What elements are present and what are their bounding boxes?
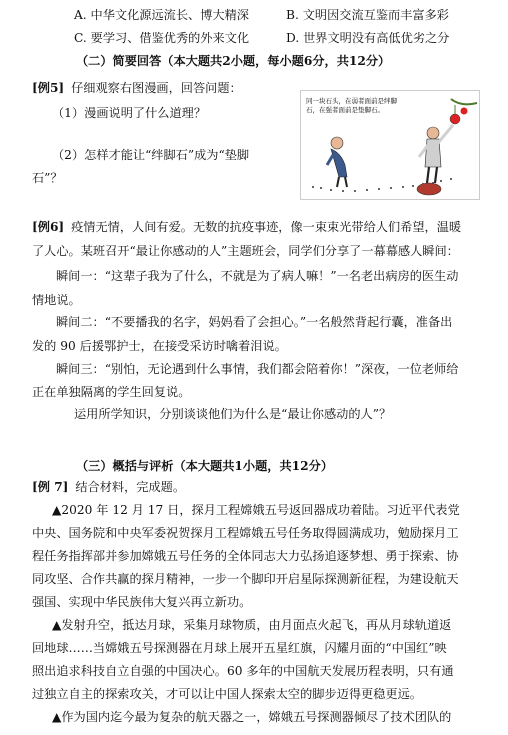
p2-line3: 照出追求科技自立自强的中国决心。60 多年的中国航天发展历程表明，只有通 [32,664,454,678]
section3-heading: （三）概括与评析（本大题共1小题，共12分） [76,459,334,473]
p2-line2: 回地球……当嫦娥五号探测器在月球上展开五星红旗，闪耀月面的“中国红”映 [32,641,447,655]
ex7-label: [例 7] [32,480,69,494]
option-c: C. 要学习、借鉴优秀的外来文化 [74,31,250,45]
ex5-question-1: （1）漫画说明了什么道理？ [52,106,207,120]
option-b: B. 文明因交流互鉴而丰富多彩 [286,8,449,22]
option-d: D. 世界文明没有高低优劣之分 [286,31,450,45]
option-a: A. 中华文化源远流长、博大精深 [74,8,249,22]
p2-line4: 过独立自主的探索攻关，才可以让中国人探索太空的脚步迈得更稳更远。 [32,687,422,701]
ex5-intro: 仔细观察右图漫画，回答问题： [71,81,242,95]
p1-line5: 强国、实现中华民族伟大复兴再立新功。 [32,595,252,609]
comic-illustration [300,90,480,200]
ex6-label: [例6] [32,220,65,234]
p1-line4: 同攻坚、合作共赢的探月精神，一步一个脚印开启星际探测新征程，为建设航天 [32,572,459,586]
ex7-line [32,478,185,495]
ex6-question: 运用所学知识，分别谈谈他们为什么是“最让你感动的人”？ [74,407,392,421]
p1-line2: 中央、国务院和中央军委祝贺探月工程嫦娥五号任务取得圆满成功，勉励探月工 [32,526,459,540]
moment2-line2: 发的 90 后援鄂护士，在接受采访时噙着泪说。 [32,339,287,353]
section2-heading: （二）简要回答（本大题共2小题，每小题6分，共12分） [76,54,391,68]
ex5-question-2-line2: 石”？ [32,171,63,185]
ex6-intro-line1: 疫情无情，人间有爱。无数的抗疫事迹，像一束束光带给人们希望，温暖 [71,220,462,234]
weak-man-figure [327,137,347,187]
comic-caption: 同一块石头，在弱者面前是绊脚石，在强者面前是垫脚石。 [306,97,397,114]
ex5-line [32,79,242,96]
ex5-label: [例5] [32,81,65,95]
p1-line1: ▲2020 年 12 月 17 日，探月工程嫦娥五号返回器成功着陆。习近平代表党 [52,503,460,517]
strong-man-figure [419,125,453,183]
ex5-question-2-line1: （2）怎样才能让“绊脚石”成为“垫脚 [52,148,250,162]
moment3-line2: 正在单独隔离的学生回复说。 [32,385,191,399]
p3-line1: ▲作为国内迄今最为复杂的航天器之一，嫦娥五号探测器倾尽了技术团队的 [52,710,452,724]
moment1-line1: 瞬间一：“这辈子我为了什么，不就是为了病人嘛！”一名老出病房的医生动 [56,269,459,283]
moment3-line1: 瞬间三：“别怕，无论遇到什么事情，我们都会陪着你！”深夜，一位老师给 [56,362,459,376]
comic-drawing [301,91,479,199]
moment1-line2: 情地说。 [32,293,81,307]
p2-line1: ▲发射升空，抵达月球，采集月球物质，由月面点火起飞，再从月球轨道返 [52,618,452,632]
ex6-line1 [32,218,461,235]
p1-line3: 程任务指挥部并参加嫦娥五号任务的全体同志大力弘扬追逐梦想、勇于探索、协 [32,549,459,563]
moment2-line1: 瞬间二：“不要播我的名字，妈妈看了会担心。”一名般然背起行囊，准备出 [56,315,453,329]
ex6-intro-line2: 了人心。某班召开“最让你感动的人”主题班会，同学们分享了一幕幕感人瞬间： [32,244,459,258]
ex7-intro: 结合材料，完成题。 [75,480,186,494]
